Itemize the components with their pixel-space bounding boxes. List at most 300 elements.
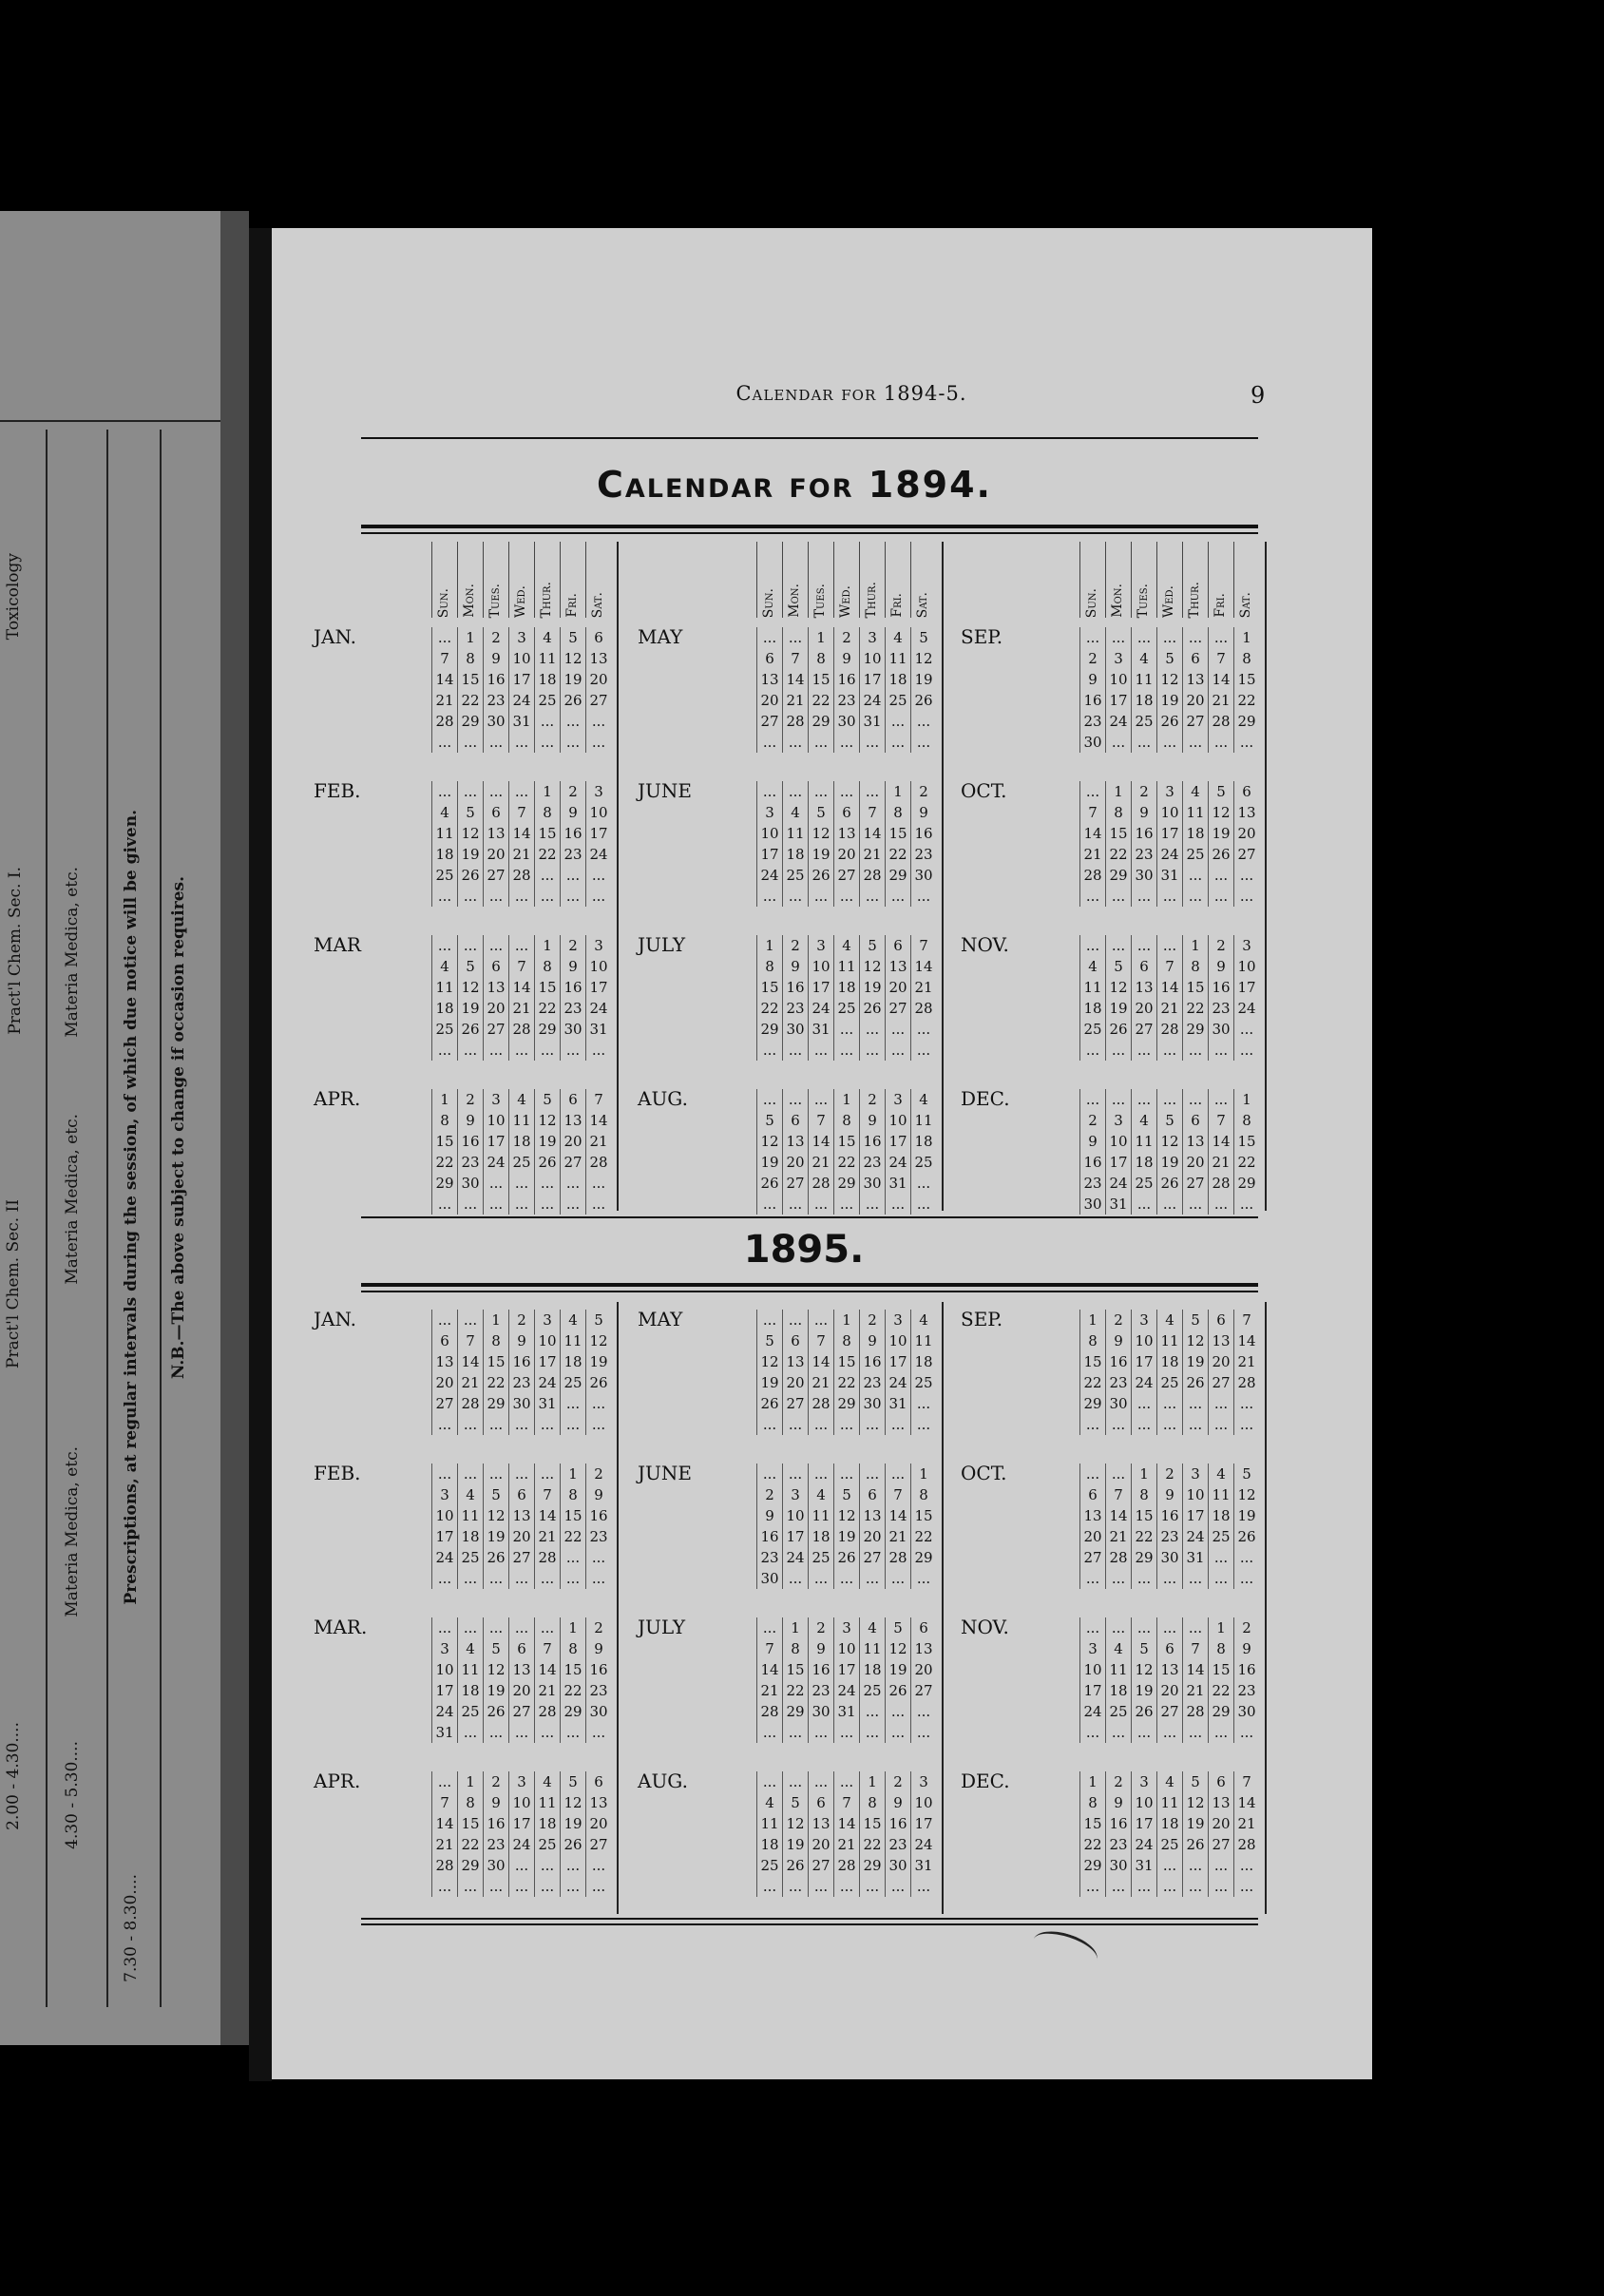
week-row	[1080, 1701, 1260, 1722]
month-grid	[431, 1617, 611, 1743]
week-row	[1080, 1173, 1260, 1194]
day-cell: ...	[1106, 1617, 1132, 1638]
day-cell: 30	[1080, 1194, 1106, 1215]
day-cell: 21	[1157, 998, 1183, 1019]
month-grid	[1079, 627, 1259, 753]
day-cell: 26	[586, 1372, 612, 1393]
day-separator	[560, 542, 561, 618]
day-cell: 9	[458, 1110, 484, 1131]
day-cell: 17	[1106, 1152, 1132, 1173]
table-column-rule	[106, 430, 108, 2007]
day-cell: 14	[860, 823, 886, 844]
month-label: DEC.	[961, 1770, 1010, 1792]
day-cell: ...	[586, 732, 612, 753]
day-cell: 24	[783, 1547, 809, 1568]
month-grid	[431, 1464, 611, 1589]
day-cell: 6	[432, 1330, 458, 1351]
day-cell: 1	[911, 1464, 937, 1484]
week-row	[432, 1330, 612, 1351]
week-row	[1080, 1464, 1260, 1484]
day-cell: 20	[886, 977, 911, 998]
day-cell: 5	[757, 1110, 783, 1131]
week-row	[757, 1505, 937, 1526]
day-cell: 9	[1132, 802, 1157, 823]
day-cell: 8	[1183, 956, 1209, 977]
day-cell: 9	[1209, 956, 1234, 977]
day-cell: 14	[1157, 977, 1183, 998]
day-cell: 14	[1080, 823, 1106, 844]
day-cell: 23	[586, 1526, 612, 1547]
day-cell: 13	[757, 669, 783, 690]
day-cell: 8	[458, 1792, 484, 1813]
day-cell: 18	[783, 844, 809, 865]
day-cell: 20	[1157, 1680, 1183, 1701]
double-rule	[361, 1283, 1258, 1287]
day-cell: ...	[432, 886, 458, 907]
day-cell: 2	[1106, 1771, 1132, 1792]
month-grid	[431, 1310, 611, 1435]
day-cell: 4	[432, 956, 458, 977]
day-cell: 12	[458, 977, 484, 998]
day-cell: ...	[911, 1194, 937, 1215]
day-cell: ...	[1157, 1040, 1183, 1061]
day-cell: 2	[458, 1089, 484, 1110]
day-cell: 6	[1183, 1110, 1209, 1131]
day-cell: 1	[1183, 935, 1209, 956]
week-row	[1080, 1131, 1260, 1152]
day-cell: 19	[911, 669, 937, 690]
day-cell: 4	[1157, 1310, 1183, 1330]
week-row	[1080, 1771, 1260, 1792]
day-cell: ...	[509, 935, 535, 956]
day-cell: 28	[757, 1701, 783, 1722]
day-cell: ...	[509, 1040, 535, 1061]
day-cell: ...	[757, 1771, 783, 1792]
day-cell: ...	[432, 1310, 458, 1330]
day-cell: 18	[458, 1680, 484, 1701]
day-cell: ...	[1080, 1722, 1106, 1743]
day-cell: ...	[561, 1173, 586, 1194]
day-separator	[808, 542, 809, 618]
day-cell: 25	[809, 1547, 834, 1568]
month-grid	[1079, 1771, 1259, 1897]
day-cell: ...	[432, 1194, 458, 1215]
day-cell: ...	[1209, 627, 1234, 648]
week-row	[1080, 1617, 1260, 1638]
day-cell: 16	[1080, 1152, 1106, 1173]
day-cell: 8	[561, 1638, 586, 1659]
day-cell: 13	[561, 1110, 586, 1131]
day-cell: 13	[484, 977, 509, 998]
day-cell: 27	[509, 1547, 535, 1568]
day-cell: 15	[1080, 1813, 1106, 1834]
day-cell: 26	[1234, 1526, 1260, 1547]
day-cell: 22	[535, 844, 561, 865]
day-header-row	[756, 542, 936, 618]
day-cell: ...	[586, 1393, 612, 1414]
day-cell: 20	[809, 1834, 834, 1855]
day-cell: 13	[1209, 1792, 1234, 1813]
day-cell: ...	[834, 886, 860, 907]
day-cell: ...	[1209, 886, 1234, 907]
day-cell: 15	[1234, 1131, 1260, 1152]
day-cell: 23	[860, 1372, 886, 1393]
day-cell: ...	[1183, 1617, 1209, 1638]
day-cell: 7	[1080, 802, 1106, 823]
day-cell: 19	[561, 1813, 586, 1834]
day-cell: 19	[757, 1372, 783, 1393]
week-row	[757, 1568, 937, 1589]
day-cell: 11	[561, 1330, 586, 1351]
day-cell: 30	[911, 865, 937, 886]
week-row	[757, 1173, 937, 1194]
day-cell: 19	[1157, 1152, 1183, 1173]
day-cell: 1	[432, 1089, 458, 1110]
day-cell: ...	[1132, 627, 1157, 648]
day-cell: 31	[1132, 1855, 1157, 1876]
day-cell: 26	[783, 1855, 809, 1876]
day-cell: 14	[834, 1813, 860, 1834]
day-cell: 26	[834, 1547, 860, 1568]
day-cell: 20	[1209, 1351, 1234, 1372]
week-row	[757, 1110, 937, 1131]
day-cell: 8	[860, 1792, 886, 1813]
month-label: OCT.	[961, 1462, 1007, 1484]
week-row	[757, 823, 937, 844]
month-grid	[756, 781, 936, 907]
subject: Pract'l Chem. Sec. I.	[6, 867, 25, 1035]
day-cell: 6	[586, 627, 612, 648]
week-row	[1080, 886, 1260, 907]
day-cell: 15	[458, 669, 484, 690]
day-cell: 4	[535, 627, 561, 648]
day-cell: 23	[1132, 844, 1157, 865]
day-cell: 5	[860, 935, 886, 956]
day-cell: 2	[484, 627, 509, 648]
day-cell: 7	[586, 1089, 612, 1110]
week-row	[757, 627, 937, 648]
day-cell: ...	[509, 1173, 535, 1194]
day-cell: 4	[561, 1310, 586, 1330]
day-separator	[1156, 542, 1157, 618]
week-row	[1080, 844, 1260, 865]
day-cell: 5	[484, 1484, 509, 1505]
day-cell: 22	[834, 1372, 860, 1393]
day-cell: 4	[1080, 956, 1106, 977]
day-cell: 25	[834, 998, 860, 1019]
day-cell: 10	[484, 1110, 509, 1131]
day-cell: 24	[1106, 711, 1132, 732]
day-cell: 21	[757, 1680, 783, 1701]
day-cell: ...	[860, 1194, 886, 1215]
day-cell: 21	[509, 844, 535, 865]
day-cell: ...	[860, 1876, 886, 1897]
day-cell: 14	[1209, 669, 1234, 690]
day-cell: ...	[561, 1568, 586, 1589]
day-cell: 20	[757, 690, 783, 711]
day-cell: ...	[535, 1194, 561, 1215]
day-cell: 12	[484, 1659, 509, 1680]
day-cell: 13	[509, 1505, 535, 1526]
month-grid	[431, 1771, 611, 1897]
month-label: SEP.	[961, 625, 1003, 648]
day-separator	[1182, 542, 1183, 618]
day-cell: ...	[1183, 865, 1209, 886]
day-cell: ...	[783, 1722, 809, 1743]
day-cell: 24	[860, 690, 886, 711]
day-cell: 5	[1209, 781, 1234, 802]
day-cell: 1	[561, 1617, 586, 1638]
day-cell: ...	[1183, 1040, 1209, 1061]
day-cell: 29	[757, 1019, 783, 1040]
month-label: APR.	[314, 1770, 361, 1792]
day-cell: 28	[1209, 711, 1234, 732]
day-cell: ...	[783, 1876, 809, 1897]
day-cell: 17	[586, 823, 612, 844]
day-cell: ...	[757, 1464, 783, 1484]
day-cell: 10	[586, 802, 612, 823]
day-cell: 12	[1209, 802, 1234, 823]
week-row	[757, 1680, 937, 1701]
day-cell: 25	[561, 1372, 586, 1393]
day-cell: 21	[886, 1526, 911, 1547]
day-cell: ...	[886, 732, 911, 753]
week-row	[1080, 1680, 1260, 1701]
day-cell: 11	[535, 1792, 561, 1813]
day-name: Thur.	[864, 581, 879, 618]
day-cell: 7	[1209, 648, 1234, 669]
day-cell: ...	[757, 1722, 783, 1743]
day-cell: 31	[860, 711, 886, 732]
day-cell: 28	[860, 865, 886, 886]
week-row	[432, 1019, 612, 1040]
day-cell: ...	[1157, 1568, 1183, 1589]
day-cell: 3	[783, 1484, 809, 1505]
book-gutter	[249, 228, 272, 2081]
day-cell: 28	[535, 1547, 561, 1568]
day-cell: 15	[911, 1505, 937, 1526]
day-cell: 22	[757, 998, 783, 1019]
day-cell: ...	[535, 1855, 561, 1876]
day-cell: 5	[586, 1310, 612, 1330]
day-cell: 7	[1234, 1310, 1260, 1330]
day-cell: 28	[911, 998, 937, 1019]
day-cell: 13	[586, 648, 612, 669]
day-cell: 19	[834, 1526, 860, 1547]
day-cell: 26	[484, 1701, 509, 1722]
week-row	[757, 669, 937, 690]
day-cell: 19	[535, 1131, 561, 1152]
day-cell: ...	[783, 1310, 809, 1330]
day-cell: 27	[886, 998, 911, 1019]
week-row	[1080, 865, 1260, 886]
day-cell: 17	[1132, 1813, 1157, 1834]
day-cell: 14	[432, 1813, 458, 1834]
day-cell: 6	[1132, 956, 1157, 977]
day-cell: ...	[757, 1089, 783, 1110]
day-cell: 3	[1106, 1110, 1132, 1131]
subject: Toxicology	[4, 553, 23, 641]
day-cell: ...	[535, 865, 561, 886]
day-cell: 27	[586, 690, 612, 711]
day-cell: 29	[484, 1393, 509, 1414]
day-cell: 1	[1106, 781, 1132, 802]
month-label: NOV.	[961, 1616, 1009, 1638]
day-cell: 1	[1080, 1310, 1106, 1330]
week-row	[1080, 781, 1260, 802]
day-cell: 31	[1106, 1194, 1132, 1215]
day-cell: 20	[484, 998, 509, 1019]
day-cell: 8	[1106, 802, 1132, 823]
day-cell: 11	[809, 1505, 834, 1526]
day-cell: 25	[911, 1372, 937, 1393]
day-cell: 27	[432, 1393, 458, 1414]
day-cell: 5	[911, 627, 937, 648]
day-cell: 6	[1157, 1638, 1183, 1659]
day-cell: 8	[757, 956, 783, 977]
day-cell: 30	[757, 1568, 783, 1589]
day-cell: 10	[834, 1638, 860, 1659]
day-cell: 3	[535, 1310, 561, 1330]
day-cell: 19	[860, 977, 886, 998]
week-row	[432, 1855, 612, 1876]
day-cell: 10	[886, 1110, 911, 1131]
day-cell: 14	[458, 1351, 484, 1372]
week-row	[432, 1722, 612, 1743]
day-cell: ...	[561, 1040, 586, 1061]
day-name: Mon.	[787, 584, 802, 618]
day-cell: ...	[1080, 1040, 1106, 1061]
day-cell: ...	[586, 1722, 612, 1743]
week-row	[757, 1813, 937, 1834]
column-divider	[942, 1302, 944, 1914]
month-grid	[756, 1771, 936, 1897]
day-cell: 26	[757, 1393, 783, 1414]
day-cell: ...	[809, 1771, 834, 1792]
day-cell: 13	[586, 1792, 612, 1813]
week-row	[1080, 1722, 1260, 1743]
day-cell: 5	[783, 1792, 809, 1813]
day-cell: ...	[586, 1173, 612, 1194]
day-cell: 4	[1132, 648, 1157, 669]
nb-note: N.B.—The above subject to change if occasion requires.	[169, 876, 188, 1380]
week-row	[757, 1040, 937, 1061]
day-cell: 10	[586, 956, 612, 977]
day-cell: 10	[783, 1505, 809, 1526]
day-cell: ...	[1080, 1568, 1106, 1589]
week-row	[1080, 627, 1260, 648]
day-cell: 7	[809, 1110, 834, 1131]
week-row	[432, 1813, 612, 1834]
day-cell: ...	[886, 1876, 911, 1897]
day-cell: ...	[1106, 732, 1132, 753]
day-cell: 22	[911, 1526, 937, 1547]
day-cell: 30	[809, 1701, 834, 1722]
day-cell: ...	[458, 935, 484, 956]
week-row	[757, 1638, 937, 1659]
day-cell: 26	[561, 690, 586, 711]
week-row	[432, 1131, 612, 1152]
month-label: JAN.	[314, 625, 357, 648]
day-cell: 25	[535, 1834, 561, 1855]
day-cell: ...	[809, 781, 834, 802]
day-cell: 3	[911, 1771, 937, 1792]
day-cell: ...	[1106, 1876, 1132, 1897]
day-cell: 9	[1080, 669, 1106, 690]
day-cell: 22	[561, 1680, 586, 1701]
week-row	[1080, 1194, 1260, 1215]
day-cell: 23	[783, 998, 809, 1019]
day-cell: 3	[886, 1310, 911, 1330]
day-cell: ...	[1209, 865, 1234, 886]
day-cell: 10	[432, 1505, 458, 1526]
day-cell: 9	[809, 1638, 834, 1659]
day-cell: ...	[1132, 1393, 1157, 1414]
day-cell: 5	[834, 1484, 860, 1505]
month-label: MAY	[638, 625, 683, 648]
week-row	[1080, 1393, 1260, 1414]
day-cell: 28	[1106, 1547, 1132, 1568]
day-cell: 5	[561, 627, 586, 648]
day-cell: ...	[911, 1393, 937, 1414]
day-cell: ...	[834, 1722, 860, 1743]
day-cell: ...	[757, 1040, 783, 1061]
day-cell: 30	[586, 1701, 612, 1722]
week-row	[757, 1484, 937, 1505]
month-label: MAY	[638, 1308, 683, 1330]
day-cell: 19	[1183, 1351, 1209, 1372]
day-cell: 26	[484, 1547, 509, 1568]
day-cell: 18	[561, 1351, 586, 1372]
week-row	[432, 711, 612, 732]
week-row	[432, 1152, 612, 1173]
day-cell: 1	[1132, 1464, 1157, 1484]
day-cell: ...	[809, 1722, 834, 1743]
day-cell: 3	[586, 781, 612, 802]
day-cell: 1	[535, 935, 561, 956]
day-cell: 17	[886, 1351, 911, 1372]
day-cell: 16	[1234, 1659, 1260, 1680]
day-cell: 4	[911, 1310, 937, 1330]
day-cell: 2	[783, 935, 809, 956]
day-cell: ...	[561, 1876, 586, 1897]
day-cell: 18	[860, 1659, 886, 1680]
day-cell: 1	[1234, 627, 1260, 648]
day-cell: 5	[1234, 1464, 1260, 1484]
day-cell: 8	[561, 1484, 586, 1505]
day-cell: 7	[783, 648, 809, 669]
day-cell: 1	[809, 627, 834, 648]
day-cell: ...	[1157, 1855, 1183, 1876]
day-cell: ...	[1234, 1568, 1260, 1589]
day-cell: 30	[458, 1173, 484, 1194]
week-row	[1080, 1330, 1260, 1351]
month-grid	[1079, 935, 1259, 1061]
day-cell: 22	[834, 1152, 860, 1173]
day-cell: ...	[484, 1414, 509, 1435]
day-cell: 3	[484, 1089, 509, 1110]
day-cell: 23	[1080, 711, 1106, 732]
day-cell: ...	[783, 1040, 809, 1061]
day-cell: 17	[834, 1659, 860, 1680]
day-cell: 28	[1234, 1372, 1260, 1393]
day-cell: 24	[1106, 1173, 1132, 1194]
day-cell: 14	[535, 1505, 561, 1526]
week-row	[432, 1701, 612, 1722]
day-cell: 7	[509, 802, 535, 823]
day-cell: 12	[757, 1351, 783, 1372]
month-grid	[756, 1617, 936, 1743]
